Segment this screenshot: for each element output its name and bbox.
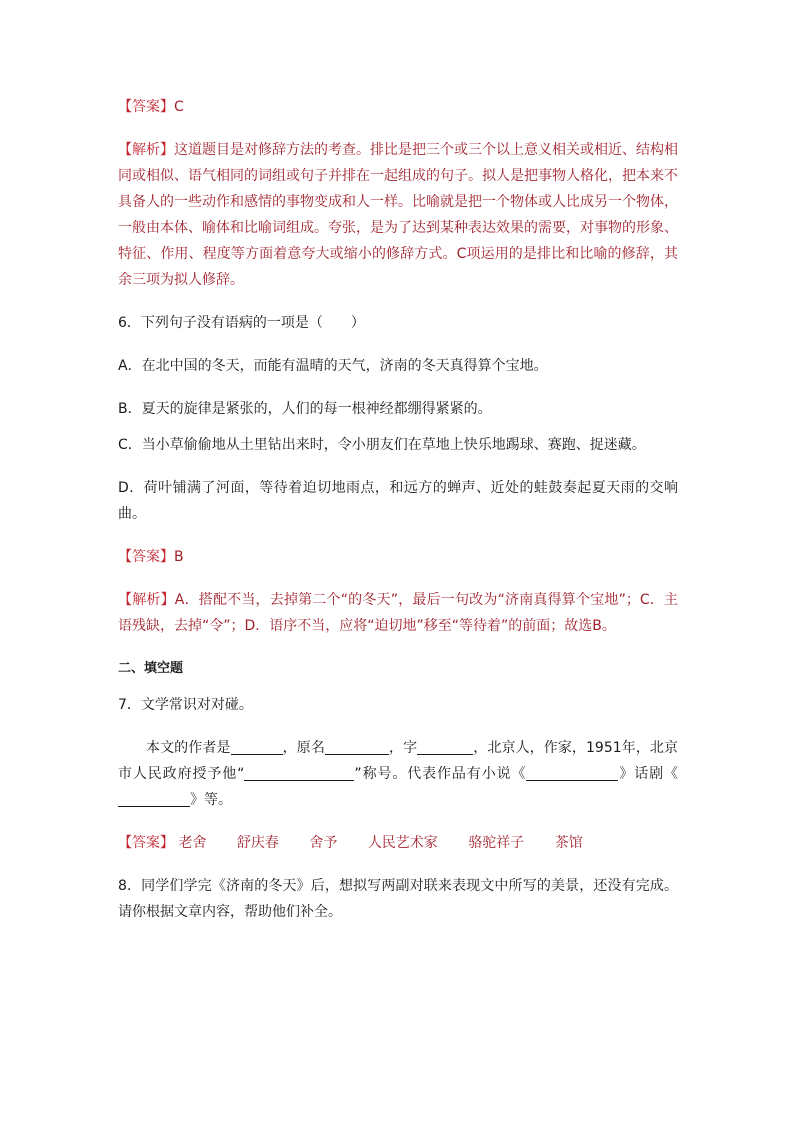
answer-7 [118, 830, 678, 856]
question-7-stem: 7．文学常识对对碰。 [118, 697, 253, 713]
analysis-text: A．搭配不当，去掉第二个“的冬天”，最后一句改为“济南真得算个宝地”；C．主语残缺，去掉“令”；D．语序不当，应将“迫切地”移至“等待着”的前面；故选B。 [118, 592, 679, 634]
analysis-6 [118, 587, 678, 639]
answer-item: 骆驼祥子 [468, 835, 525, 851]
fill-blank-honor-title[interactable] [244, 765, 354, 781]
answer-tag: 【答案】 [118, 835, 174, 851]
q7-text-7: 》等。 [190, 792, 232, 808]
answer-item: 茶馆 [554, 835, 583, 851]
q7-text-5: ”称号。代表作品有小说《 [354, 766, 527, 782]
question-6-stem: 6．下列句子没有语病的一项是（ ） [118, 315, 365, 331]
question-8-stem: 8．同学们学完《济南的冬天》后，想拟写两副对联来表现文中所写的美景，还没有完成。请你根据文章内容，帮助他们补全。 [118, 878, 678, 920]
analysis-text: 这道题目是对修辞方法的考查。排比是把三个或三个以上意义相关或相近、结构相同或相似、语气相同的词组或句子并排在一起组成的句子。拟人是把事物人格化，把本来不具备人的一些动作和感情的事物变成和人一样。比喻就是把一个物体或人比成另一个物体，一般由本体、喻体和比喻词组成。夸张，是为了达到某种表达效果的需要，对事物的形象、特征、作用、程度等方面着意夸大或缩小的修辞方式。C项运用的是排比和比喻的修辞，其余三项为拟人修辞。 [118, 142, 678, 288]
answer-item: 舒庆春 [236, 835, 279, 851]
fill-blank-drama[interactable] [118, 791, 190, 807]
question-6-option-c: C．当小草偷偷地从土里钻出来时，令小朋友们在草地上快乐地踢球、赛跑、捉迷藏。 [118, 437, 646, 453]
question-6-option-b: B．夏天的旋律是紧张的，人们的每一根神经都绷得紧紧的。 [118, 401, 492, 417]
fill-blank-original-name[interactable] [325, 739, 389, 755]
answer-value: C [174, 99, 184, 115]
answer-item: 老舍 [178, 835, 207, 851]
answer-item: 人民艺术家 [367, 835, 438, 851]
fill-blank-author[interactable] [231, 739, 283, 755]
answer-tag: 【答案】 [118, 549, 174, 565]
answer-item: 舍予 [309, 835, 338, 851]
q7-text-1: 本文的作者是 [146, 740, 231, 756]
q7-text-2: ，原名 [282, 740, 325, 756]
section-heading: 二、填空题 [118, 661, 184, 676]
fill-blank-courtesy-name[interactable] [417, 739, 473, 755]
analysis-tag: 【解析】 [118, 142, 174, 158]
analysis-5 [118, 137, 678, 293]
answer-tag: 【答案】 [118, 99, 174, 115]
question-7-body [118, 735, 678, 813]
question-6-option-d: D．荷叶铺满了河面，等待着迫切地雨点，和远方的蝉声、近处的蛙鼓奏起夏天雨的交响曲。 [118, 480, 678, 522]
q7-text-4: ，北京人，作家，1951年，北京市人民政府授予他“ [118, 740, 679, 782]
fill-blank-novel[interactable] [526, 765, 618, 781]
answer-6 [118, 544, 678, 570]
answer-value: B [174, 549, 184, 565]
q7-text-3: ，字 [388, 740, 418, 756]
analysis-tag: 【解析】 [118, 592, 175, 608]
question-6-option-a: A．在北中国的冬天，而能有温晴的天气，济南的冬天真得算个宝地。 [118, 358, 548, 374]
answer-5 [118, 94, 678, 120]
q7-text-6: 》话剧《 [618, 766, 678, 782]
